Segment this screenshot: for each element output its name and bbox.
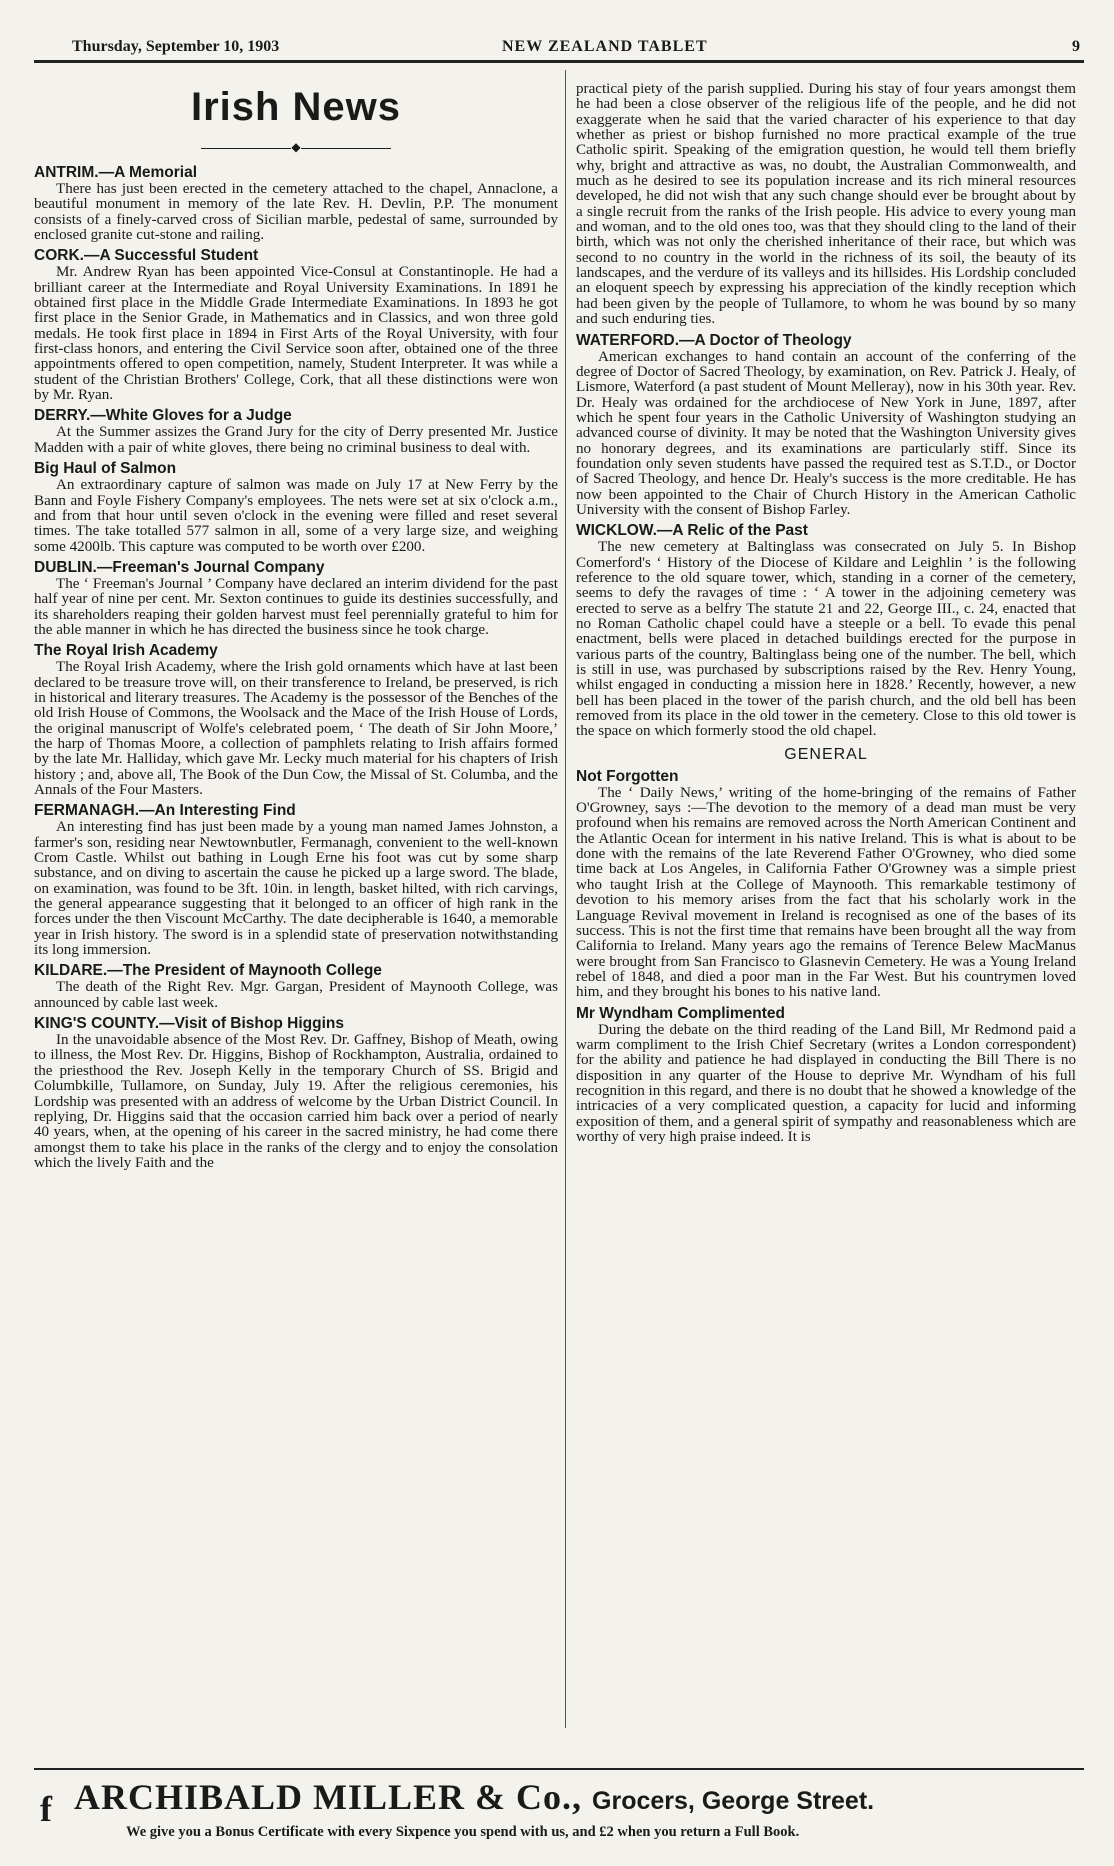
article-body: In the unavoidable absence of the Most Rev. Dr. Gaffney, Bishop of Meath, owing to illness, the Most Rev. Dr. Higgins, Bishop of Rockhampton, Australia, ordained to the priesthood the Rev. Joseph Kelly in the temporary Church of SS. Brigid and Columbkille, Tullamore, on Sunday, July 19. After the religious ceremonies, his Lordship was presented with an address of welcome by the Urban District Council. In replying, Dr. Higgins said that the occasion carried him back over a period of nearly 40 years, when, at the opening of his career in the sacred ministry, he had come there amongst them to take his place in the ranks of the clergy and to enjoy the consolation which the lively Faith and the (34, 1032, 558, 1171)
right-column (576, 82, 1076, 1147)
article-body: The death of the Right Rev. Mgr. Gargan, President of Maynooth College, was announced by cable last week. (34, 979, 558, 1011)
article-headline: KING'S COUNTY.—Visit of Bishop Higgins (34, 1015, 344, 1033)
article-headline: DERRY.—White Gloves for a Judge (34, 407, 292, 425)
article (34, 642, 558, 798)
article-body: An interesting find has just been made by a young man named James Johnston, a farmer's son, residing near Newtownbutler, Fermanagh, convenient to the well-known Crom Castle. Whilst out bathing in Lough Erne his foot was cut by some sharp substance, and on diving to ascertain the cause he picked up a large sword. The blade, on examination, was found to be 3ft. 10in. in length, basket hilted, with rich carvings, the general appearance suggesting that it belonged to an officer of high rank in the forces under the then Viscount McCarthy. The date decipherable is 1640, a memorable year in Irish history. The sword is in a splendid state of preservation notwithstanding its long immersion. (34, 819, 558, 959)
article (34, 247, 558, 403)
article (576, 332, 1076, 519)
ad-mark: f (40, 1789, 52, 1829)
article (576, 522, 1076, 739)
article (576, 746, 1076, 1001)
article-headline: Big Haul of Salmon (34, 460, 177, 478)
article (34, 559, 558, 638)
article-headline: DUBLIN.—Freeman's Journal Company (34, 558, 325, 576)
ad-headline (74, 1776, 1074, 1822)
article-headline: WATERFORD.—A Doctor of Theology (576, 331, 852, 349)
article-body: Mr. Andrew Ryan has been appointed Vice-Consul at Constantinople. He had a brilliant career at the Intermediate and Royal University Examinations. In 1891 he obtained first place in the Middle Grade Intermediate Examinations. In 1893 he got first place in the Senior Grade, in Mathematics and in Classics, and won three gold medals. He took first place in 1894 in First Arts of the Royal University, with four first-class honors, and entering the Civil Service soon after, obtained one of the three appointments offered to open competition, namely, Student Interpreter. It was while a student of the Christian Brothers' College, Cork, that all these distinctions were won by Mr. Ryan. (34, 264, 558, 404)
article-headline: FERMANAGH.—An Interesting Find (34, 802, 296, 820)
section-title: Irish News (190, 85, 402, 129)
article (576, 1005, 1076, 1146)
footer-rule (34, 1768, 1084, 1770)
article-body: During the debate on the third reading of the Land Bill, Mr Redmond paid a warm compliment to the Irish Chief Secretary (writes a London correspondent) for the ability and patience he had displayed in conducting the Bill There is no disposition in any quarter of the House to deprive Mr. Wyndham of his full recognition in this regard, and there is no doubt that he showed a knowledge of the intricacies of a very complicated question, a capacity for lucid and informing exposition of them, and a general spirit of sympathy and reasonableness which are worthy of very high praise indeed. It is (576, 1021, 1076, 1145)
article-headline: CORK.—A Successful Student (34, 247, 259, 265)
article (34, 164, 558, 243)
article-headline: The Royal Irish Academy (34, 642, 218, 660)
article-headline: KILDARE.—The President of Maynooth College (34, 962, 382, 980)
page-number: 9 (1072, 38, 1080, 55)
advertisement (40, 1776, 1080, 1856)
article (34, 802, 558, 958)
article (34, 407, 558, 456)
article-headline: WICKLOW.—A Relic of the Past (576, 522, 808, 540)
article-body: The new cemetery at Baltinglass was consecrated on July 5. In Bishop Comerford's ‘ History of the Diocese of Kildare and Leighlin ’ is the following reference to the old square tower, which, standing in a corner of the cemetery, seems to defy the ravages of time : ‘ A tower in the adjoining cemetery was erected to serve as a belfry The statute 21 and 22, George III., c. 24, enacted that no Roman Catholic chapel could have a steeple or a bell. To evade this penal enactment, bells were placed in detached buildings erected for the purpose in various parts of the country, Baltinglass being one of the number. The bell, which is still in use, was purchased by subscriptions raised by the Rev. Henry Young, whilst engaged in conducting a mission here in 1828.’ Recently, however, a new bell has been placed in the tower of the parish church, and the old bell has been removed from its place in the old tower in the cemetery. Close to this old tower is the space on which formerly stood the old chapel. (576, 539, 1076, 740)
article-body: The ‘ Daily News,’ writing of the home-bringing of the remains of Father O'Growney, says :—The devotion to the memory of a dead man must be very profound when his remains are removed across the North American Continent and the Atlantic Ocean for interment in his native Ireland. This is what is about to be done with the remains of the late Reverend Father O'Growney, who died some time back at Los Angeles, in California Father O'Growney was a simple priest who taught Irish at the College of Maynooth. This remarkable testimony of devotion to his memory arises from the fact that his scholarly work in the Language Revival movement in Ireland is recognised as one of the bases of its success. This is not the first time that remains have been brought all the way from California to Ireland. Many years ago the remains of Terence Belew MacManus were brought from San Francisco to Glasnevin Cemetery. He was a Young Ireland rebel of 1848, and died a poor man in the Far West. But his countrymen loved him, and they brought his bones to his native land. (576, 784, 1076, 1001)
article (34, 460, 558, 555)
article-headline: Not Forgotten (576, 767, 679, 785)
article-headline: Mr Wyndham Complimented (576, 1004, 785, 1022)
article-body: An extraordinary capture of salmon was made on July 17 at New Ferry by the Bann and Foyle Fishery Company's employees. The nets were set at six o'clock a.m., and from that hour until seven o'clock in the evening were filled and reset several times. The take totalled 577 salmon in all, some of a very large size, and weighing some 4200lb. This capture was computed to be worth over £200. (34, 477, 558, 555)
page-header (34, 38, 1084, 63)
issue-date: Thursday, September 10, 1903 (72, 38, 280, 55)
left-articles (34, 164, 558, 1171)
newspaper-title: NEW ZEALAND TABLET (502, 38, 708, 55)
article (34, 1015, 558, 1171)
article-headline: ANTRIM.—A Memorial (34, 164, 198, 181)
ad-offer: We give you a Bonus Certificate with every Sixpence you spend with us, and £2 when you return a Full Book. (126, 1824, 800, 1840)
article-body: There has just been erected in the cemetery attached to the chapel, Annaclone, a beautiful monument in memory of the late Rev. H. Devlin, P.P. The monument consists of a finely-carved cross of Sicilian marble, pedestal of same, surrounded by enclosed granite cut-stone and railing. (34, 181, 558, 244)
right-articles (576, 82, 1076, 1145)
article-body: The ‘ Freeman's Journal ’ Company have declared an interim dividend for the past half year of nine per cent. Mr. Sexton continues to guide its destinies successfully, and its shareholders reaping their golden harvest must feel perennially grateful to him for the able manner in which he has directed the business since he took charge. (34, 575, 558, 638)
article-body: practical piety of the parish supplied. During his stay of four years amongst them he had been a close observer of the religious life of the people, and he did not exaggerate when he said that the varied character of his experience to that day whether as priest or bishop furnished no more practical example of the true Catholic spirit. Speaking of the emigration question, he would tell them briefly why, bright and attractive as was, no doubt, the Australian Commonwealth, and much as he desired to see its population increase and its rich mineral resources developed, he did not wish that any such change should ever be brought about by a single recruit from the ranks of the Irish people. His advice to every young man and woman, and to the old ones too, was that they should cling to the land of their birth, which was not only the cherished inheritance of their race, but which was second to no country in the world in the richness of its soil, the beauty of its landscapes, and the verdure of its valleys and its hillsides. His Lordship concluded an eloquent speech by expressing his appreciation of the kindly reception which had been given by the people of Tullamore, to whom he was bound by so many and such enduring ties. (576, 81, 1076, 328)
article-body: The Royal Irish Academy, where the Irish gold ornaments which have at last been declared to be treasure trove will, on their transference to Ireland, be preserved, is rich in historical and literary treasures. The Academy is the possessor of the Benches of the old Irish House of Commons, the Woolsack and the Mace of the Irish House of Lords, the original manuscript of Wolfe's celebrated poem, ‘ The death of Sir John Moore,’ the harp of Thomas Moore, a collection of pamphlets relating to Irish affairs formed by the late Mr. Halliday, which gave Mr. Lecky much material for his chapters of Irish history ; and, above all, The Book of the Dun Cow, the Missal of St. Columba, and the Annals of the Four Masters. (34, 659, 558, 798)
ad-tagline: Grocers, George Street. (592, 1787, 875, 1815)
ad-name: ARCHIBALD MILLER & Co., (74, 1777, 583, 1817)
article (34, 962, 558, 1011)
article-body: American exchanges to hand contain an account of the conferring of the degree of Doctor of Sacred Theology, by examination, on Rev. Patrick J. Healy, of Lismore, Waterford (a past student of Mount Melleray), now in his 30th year. Rev. Dr. Healy was ordained for the archdiocese of New York in June, 1897, after which he spent four years in the Catholic University of Washington studying an advanced course of divinity. It may be noted that the Washington University gives no honorary degrees, and its examinations are particularly stiff. Since its foundation only seven students have passed the required test as S.T.D., or Doctor of Sacred Theology, and hence Dr. Healy's success is the more creditable. He has now been appointed to the Chair of Church History in the American Catholic University with the consent of Bishop Farley. (576, 348, 1076, 518)
left-column (34, 76, 558, 1173)
article (576, 82, 1076, 328)
section-subtitle: GENERAL (784, 745, 868, 763)
column-divider (565, 70, 566, 1728)
article-body: At the Summer assizes the Grand Jury for the city of Derry presented Mr. Justice Madden with a pair of white gloves, there being no criminal business to deal with. (34, 424, 558, 456)
title-ornament: ◆ (34, 140, 558, 154)
